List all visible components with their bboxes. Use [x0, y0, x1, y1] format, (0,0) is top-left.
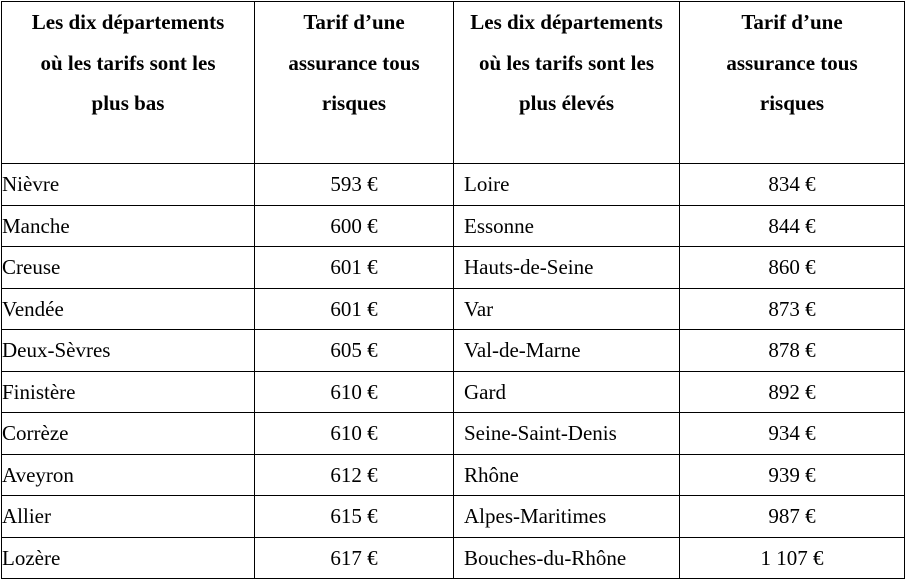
low-price-cell: 601 €	[255, 247, 454, 289]
low-department-cell: Aveyron	[2, 454, 255, 496]
table-row	[2, 288, 905, 330]
low-department-cell: Allier	[2, 496, 255, 538]
high-price-cell: 1 107 €	[680, 537, 905, 579]
header-text: Les dix départements où les tarifs sont les plus élevés	[470, 10, 663, 115]
low-price-cell: 610 €	[255, 413, 454, 455]
low-department-cell: Lozère	[2, 537, 255, 579]
high-price-cell: 834 €	[680, 164, 905, 206]
header-lowest-departments	[2, 2, 255, 164]
low-department-cell: Manche	[2, 205, 255, 247]
low-department-cell: Deux-Sèvres	[2, 330, 255, 372]
header-row	[2, 2, 905, 164]
high-price-cell: 892 €	[680, 371, 905, 413]
low-department-cell: Nièvre	[2, 164, 255, 206]
high-price-cell: 873 €	[680, 288, 905, 330]
header-lowest-price	[255, 2, 454, 164]
high-price-cell: 987 €	[680, 496, 905, 538]
high-price-cell: 934 €	[680, 413, 905, 455]
high-department-cell: Seine-Saint-Denis	[454, 413, 680, 455]
high-price-cell: 860 €	[680, 247, 905, 289]
low-price-cell: 610 €	[255, 371, 454, 413]
high-price-cell: 844 €	[680, 205, 905, 247]
high-department-cell: Loire	[454, 164, 680, 206]
table-row	[2, 247, 905, 289]
low-price-cell: 601 €	[255, 288, 454, 330]
table-row	[2, 454, 905, 496]
high-department-cell: Rhône	[454, 454, 680, 496]
table-row	[2, 164, 905, 206]
tarifs-table	[1, 1, 905, 579]
low-price-cell: 615 €	[255, 496, 454, 538]
high-price-cell: 939 €	[680, 454, 905, 496]
table-row	[2, 496, 905, 538]
low-department-cell: Vendée	[2, 288, 255, 330]
header-text: Tarif d’une assurance tous risques	[288, 10, 420, 115]
table-row	[2, 371, 905, 413]
table-row	[2, 537, 905, 579]
high-department-cell: Var	[454, 288, 680, 330]
low-department-cell: Creuse	[2, 247, 255, 289]
high-department-cell: Val-de-Marne	[454, 330, 680, 372]
low-price-cell: 593 €	[255, 164, 454, 206]
header-text: Tarif d’une assurance tous risques	[726, 10, 858, 115]
table-body	[2, 164, 905, 579]
table-row	[2, 205, 905, 247]
high-department-cell: Essonne	[454, 205, 680, 247]
low-price-cell: 617 €	[255, 537, 454, 579]
high-department-cell: Hauts-de-Seine	[454, 247, 680, 289]
high-department-cell: Alpes-Maritimes	[454, 496, 680, 538]
high-department-cell: Bouches-du-Rhône	[454, 537, 680, 579]
table-row	[2, 413, 905, 455]
header-highest-departments	[454, 2, 680, 164]
low-price-cell: 600 €	[255, 205, 454, 247]
table-header	[2, 2, 905, 164]
low-price-cell: 605 €	[255, 330, 454, 372]
low-department-cell: Corrèze	[2, 413, 255, 455]
header-highest-price	[680, 2, 905, 164]
low-department-cell: Finistère	[2, 371, 255, 413]
low-price-cell: 612 €	[255, 454, 454, 496]
high-department-cell: Gard	[454, 371, 680, 413]
high-price-cell: 878 €	[680, 330, 905, 372]
table-row	[2, 330, 905, 372]
header-text: Les dix départements où les tarifs sont les plus bas	[31, 10, 225, 115]
